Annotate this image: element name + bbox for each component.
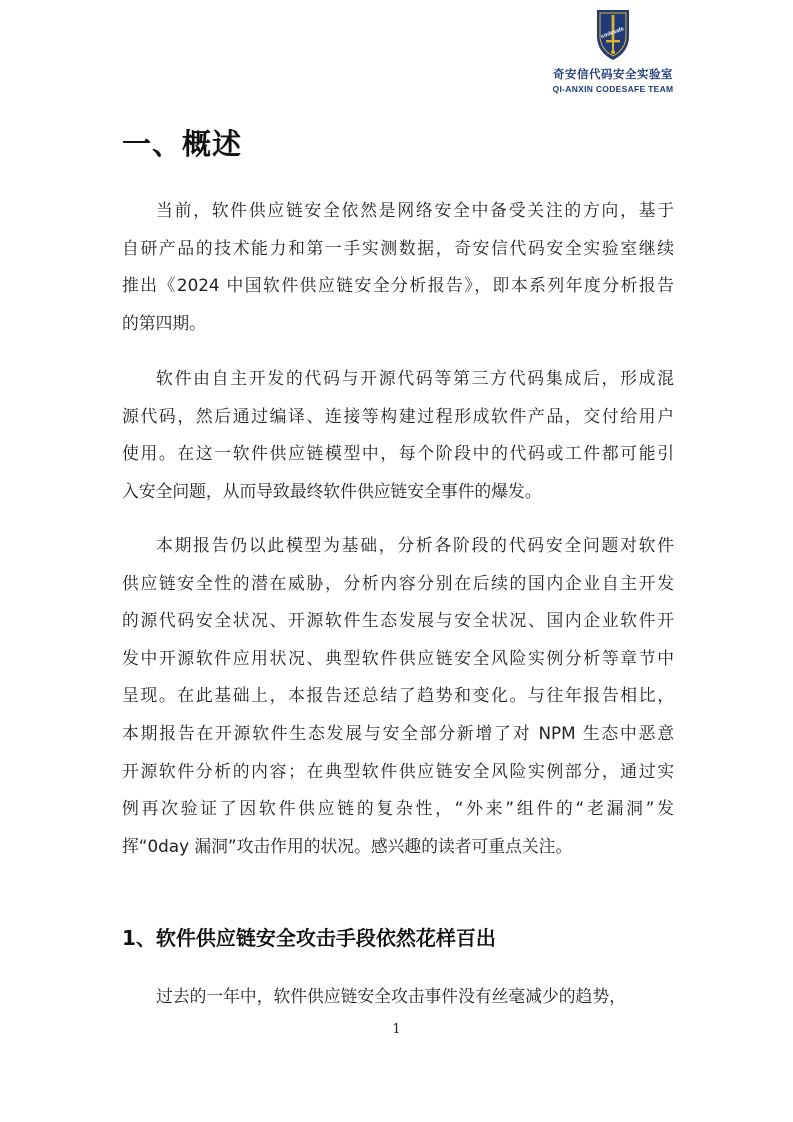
paragraph-line: 本期报告在开源软件生态发展与安全部分新增了对 NPM 生态中恶意 (122, 722, 674, 743)
paragraph-line: 供应链安全性的潜在威胁，分析内容分别在后续的国内企业自主开发 (122, 572, 674, 593)
page-number: 1 (392, 1022, 401, 1037)
paragraph-line: 当前，软件供应链安全依然是网络安全中备受关注的方向，基于 (156, 200, 674, 220)
paragraph-line: 开源软件分析的内容；在典型软件供应链安全风险实例部分，通过实 (122, 760, 674, 781)
paragraph-line: 源代码，然后通过编译、连接等构建过程形成软件产品，交付给用户 (122, 405, 674, 426)
paragraph-line: 的第四期。 (122, 312, 206, 333)
paragraph-line: 自研产品的技术能力和第一手实测数据，奇安信代码安全实验室继续 (122, 237, 674, 258)
paragraph-line: 过去的一年中，软件供应链安全攻击事件没有丝毫减少的趋势， (156, 986, 626, 1006)
paragraph-line: 本期报告仍以此模型为基础，分析各阶段的代码安全问题对软件 (156, 535, 674, 555)
org-name-en: QI-ANXIN CODESAFE TEAM (552, 84, 674, 94)
org-name-cn: 奇安信代码安全实验室 (553, 67, 673, 81)
paragraph-line: 呈现。在此基础上，本报告还总结了趋势和变化。与往年报告相比， (122, 685, 674, 706)
paragraph-line: 入安全问题，从而导致最终软件供应链安全事件的爆发。 (122, 480, 542, 501)
paragraph-line: 发中开源软件应用状况、典型软件供应链安全风险实例分析等章节中 (122, 647, 674, 668)
paragraph-line: 推出《2024 中国软件供应链安全分析报告》，即本系列年度分析报告 (122, 275, 674, 296)
paragraph-1 (122, 192, 674, 342)
logo-badge-text: codesafe (600, 26, 625, 40)
paragraph-line: 例再次验证了因软件供应链的复杂性，“外来”组件的“老漏洞”发 (122, 798, 674, 819)
paragraph-line: 软件由自主开发的代码与开源代码等第三方代码集成后，形成混 (156, 368, 674, 388)
paragraph-line: 挥“0day 漏洞”攻击作用的状况。感兴趣的读者可重点关注。 (122, 835, 573, 856)
paragraph-3 (122, 527, 674, 865)
paragraph-2 (122, 360, 674, 510)
subsection-title: 1、软件供应链安全攻击手段依然花样百出 (122, 926, 496, 950)
shield-sword-icon (594, 6, 632, 62)
section-title: 一、概述 (122, 127, 243, 161)
subsection-paragraph (122, 978, 674, 1016)
paragraph-line: 的源代码安全状况、开源软件生态发展与安全状况、国内企业软件开 (122, 610, 674, 631)
org-logo (548, 6, 678, 96)
paragraph-line: 使用。在这一软件供应链模型中，每个阶段中的代码或工件都可能引 (122, 443, 674, 464)
